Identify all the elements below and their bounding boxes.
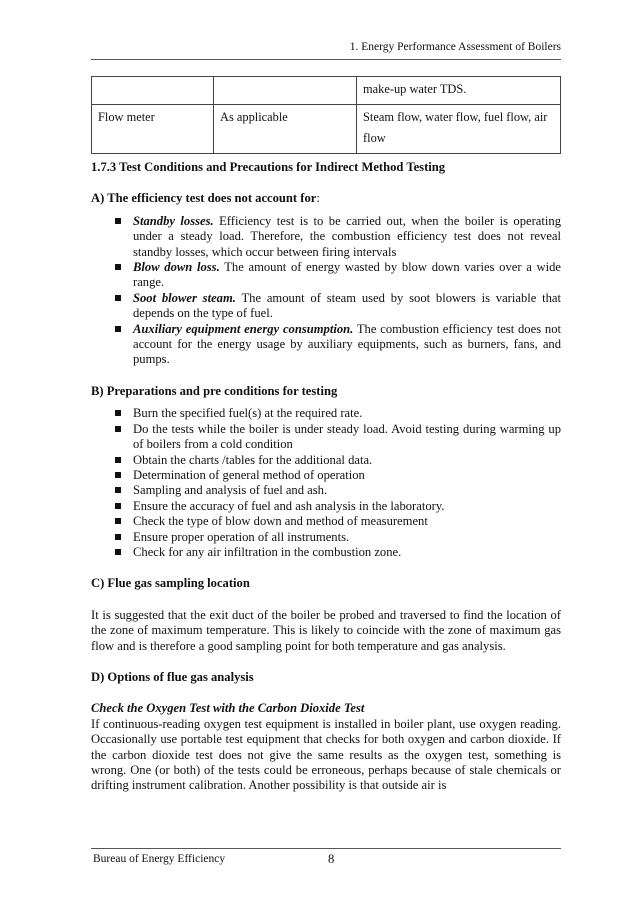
subsection-d-heading: D) Options of flue gas analysis xyxy=(91,669,254,684)
oxygen-test-paragraph: If continuous-reading oxygen test equipment is installed in boiler plant, use oxygen reading. Occasionally use portable test equipment that checks for both oxygen and carbon dioxide. If the carbon dioxide test does not give the same results as the oxygen test, something is wrong. One (or both) of the tests could be erroneous, perhaps because of stale chemicals or drifting instrument calibration. Another possibility is that outside air is xyxy=(91,716,561,793)
list-item: Determination of general method of operation xyxy=(91,468,561,483)
preparations-list xyxy=(91,406,561,560)
page-body xyxy=(91,160,561,794)
list-item: Soot blower steam. The amount of steam used by soot blowers is variable that depends on the type of fuel. xyxy=(91,291,561,322)
square-bullet-icon xyxy=(115,457,121,463)
page-number: 8 xyxy=(328,852,335,866)
list-item: Check for any air infiltration in the combustion zone. xyxy=(91,545,561,560)
square-bullet-icon xyxy=(115,426,121,432)
square-bullet-icon xyxy=(115,410,121,416)
list-item: Sampling and analysis of fuel and ash. xyxy=(91,483,561,498)
square-bullet-icon xyxy=(115,503,121,509)
footer-publisher: Bureau of Energy Efficiency xyxy=(93,853,226,865)
header-rule xyxy=(91,59,561,60)
list-item: Auxiliary equipment energy consumption. The combustion efficiency test does not account for the energy usage by auxiliary equipments, such as burners, fans, and pumps. xyxy=(91,322,561,368)
efficiency-exclusions-list xyxy=(91,214,561,368)
table-row xyxy=(92,77,561,105)
section-title: 1.7.3 Test Conditions and Precautions for Indirect Method Testing xyxy=(91,160,446,174)
square-bullet-icon xyxy=(115,534,121,540)
table-row xyxy=(92,105,561,154)
table-cell: Flow meter xyxy=(92,105,214,154)
footer-rule xyxy=(91,848,561,849)
square-bullet-icon xyxy=(115,518,121,524)
table-cell: As applicable xyxy=(214,105,357,154)
list-item: Ensure proper operation of all instruments. xyxy=(91,530,561,545)
oxygen-test-subheading: Check the Oxygen Test with the Carbon Dioxide Test xyxy=(91,701,365,716)
square-bullet-icon xyxy=(115,487,121,493)
list-item: Blow down loss. The amount of energy wasted by blow down varies over a wide range. xyxy=(91,260,561,291)
running-header: 1. Energy Performance Assessment of Boilers xyxy=(349,41,561,53)
subsection-a-heading: A) The efficiency test does not account for: xyxy=(91,191,320,206)
square-bullet-icon xyxy=(115,472,121,478)
list-item: Obtain the charts /tables for the additional data. xyxy=(91,453,561,468)
list-item: Do the tests while the boiler is under steady load. Avoid testing during warming up of boilers from a cold condition xyxy=(91,422,561,453)
table-cell xyxy=(214,77,357,105)
list-item: Standby losses. Efficiency test is to be carried out, when the boiler is operating under a steady load. Therefore, the combustion efficiency test does not reveal standby losses, which occur between firing intervals xyxy=(91,214,561,260)
list-item: Burn the specified fuel(s) at the required rate. xyxy=(91,406,561,421)
table-cell: make-up water TDS. xyxy=(357,77,561,105)
subsection-b-heading: B) Preparations and pre conditions for testing xyxy=(91,383,338,398)
table-cell xyxy=(92,77,214,105)
subsection-c-heading: C) Flue gas sampling location xyxy=(91,576,250,591)
square-bullet-icon xyxy=(115,326,121,332)
sampling-location-paragraph: It is suggested that the exit duct of the boiler be probed and traversed to find the location of the zone of maximum temperature. This is likely to coincide with the zone of maximum gas flow and is therefore a good sampling point for both temperature and gas analysis. xyxy=(91,607,561,653)
square-bullet-icon xyxy=(115,295,121,301)
list-item: Ensure the accuracy of fuel and ash analysis in the laboratory. xyxy=(91,499,561,514)
list-item: Check the type of blow down and method of measurement xyxy=(91,514,561,529)
square-bullet-icon xyxy=(115,264,121,270)
instrument-table xyxy=(91,76,561,154)
square-bullet-icon xyxy=(115,549,121,555)
table-cell: Steam flow, water flow, fuel flow, air flow xyxy=(357,105,561,154)
square-bullet-icon xyxy=(115,218,121,224)
